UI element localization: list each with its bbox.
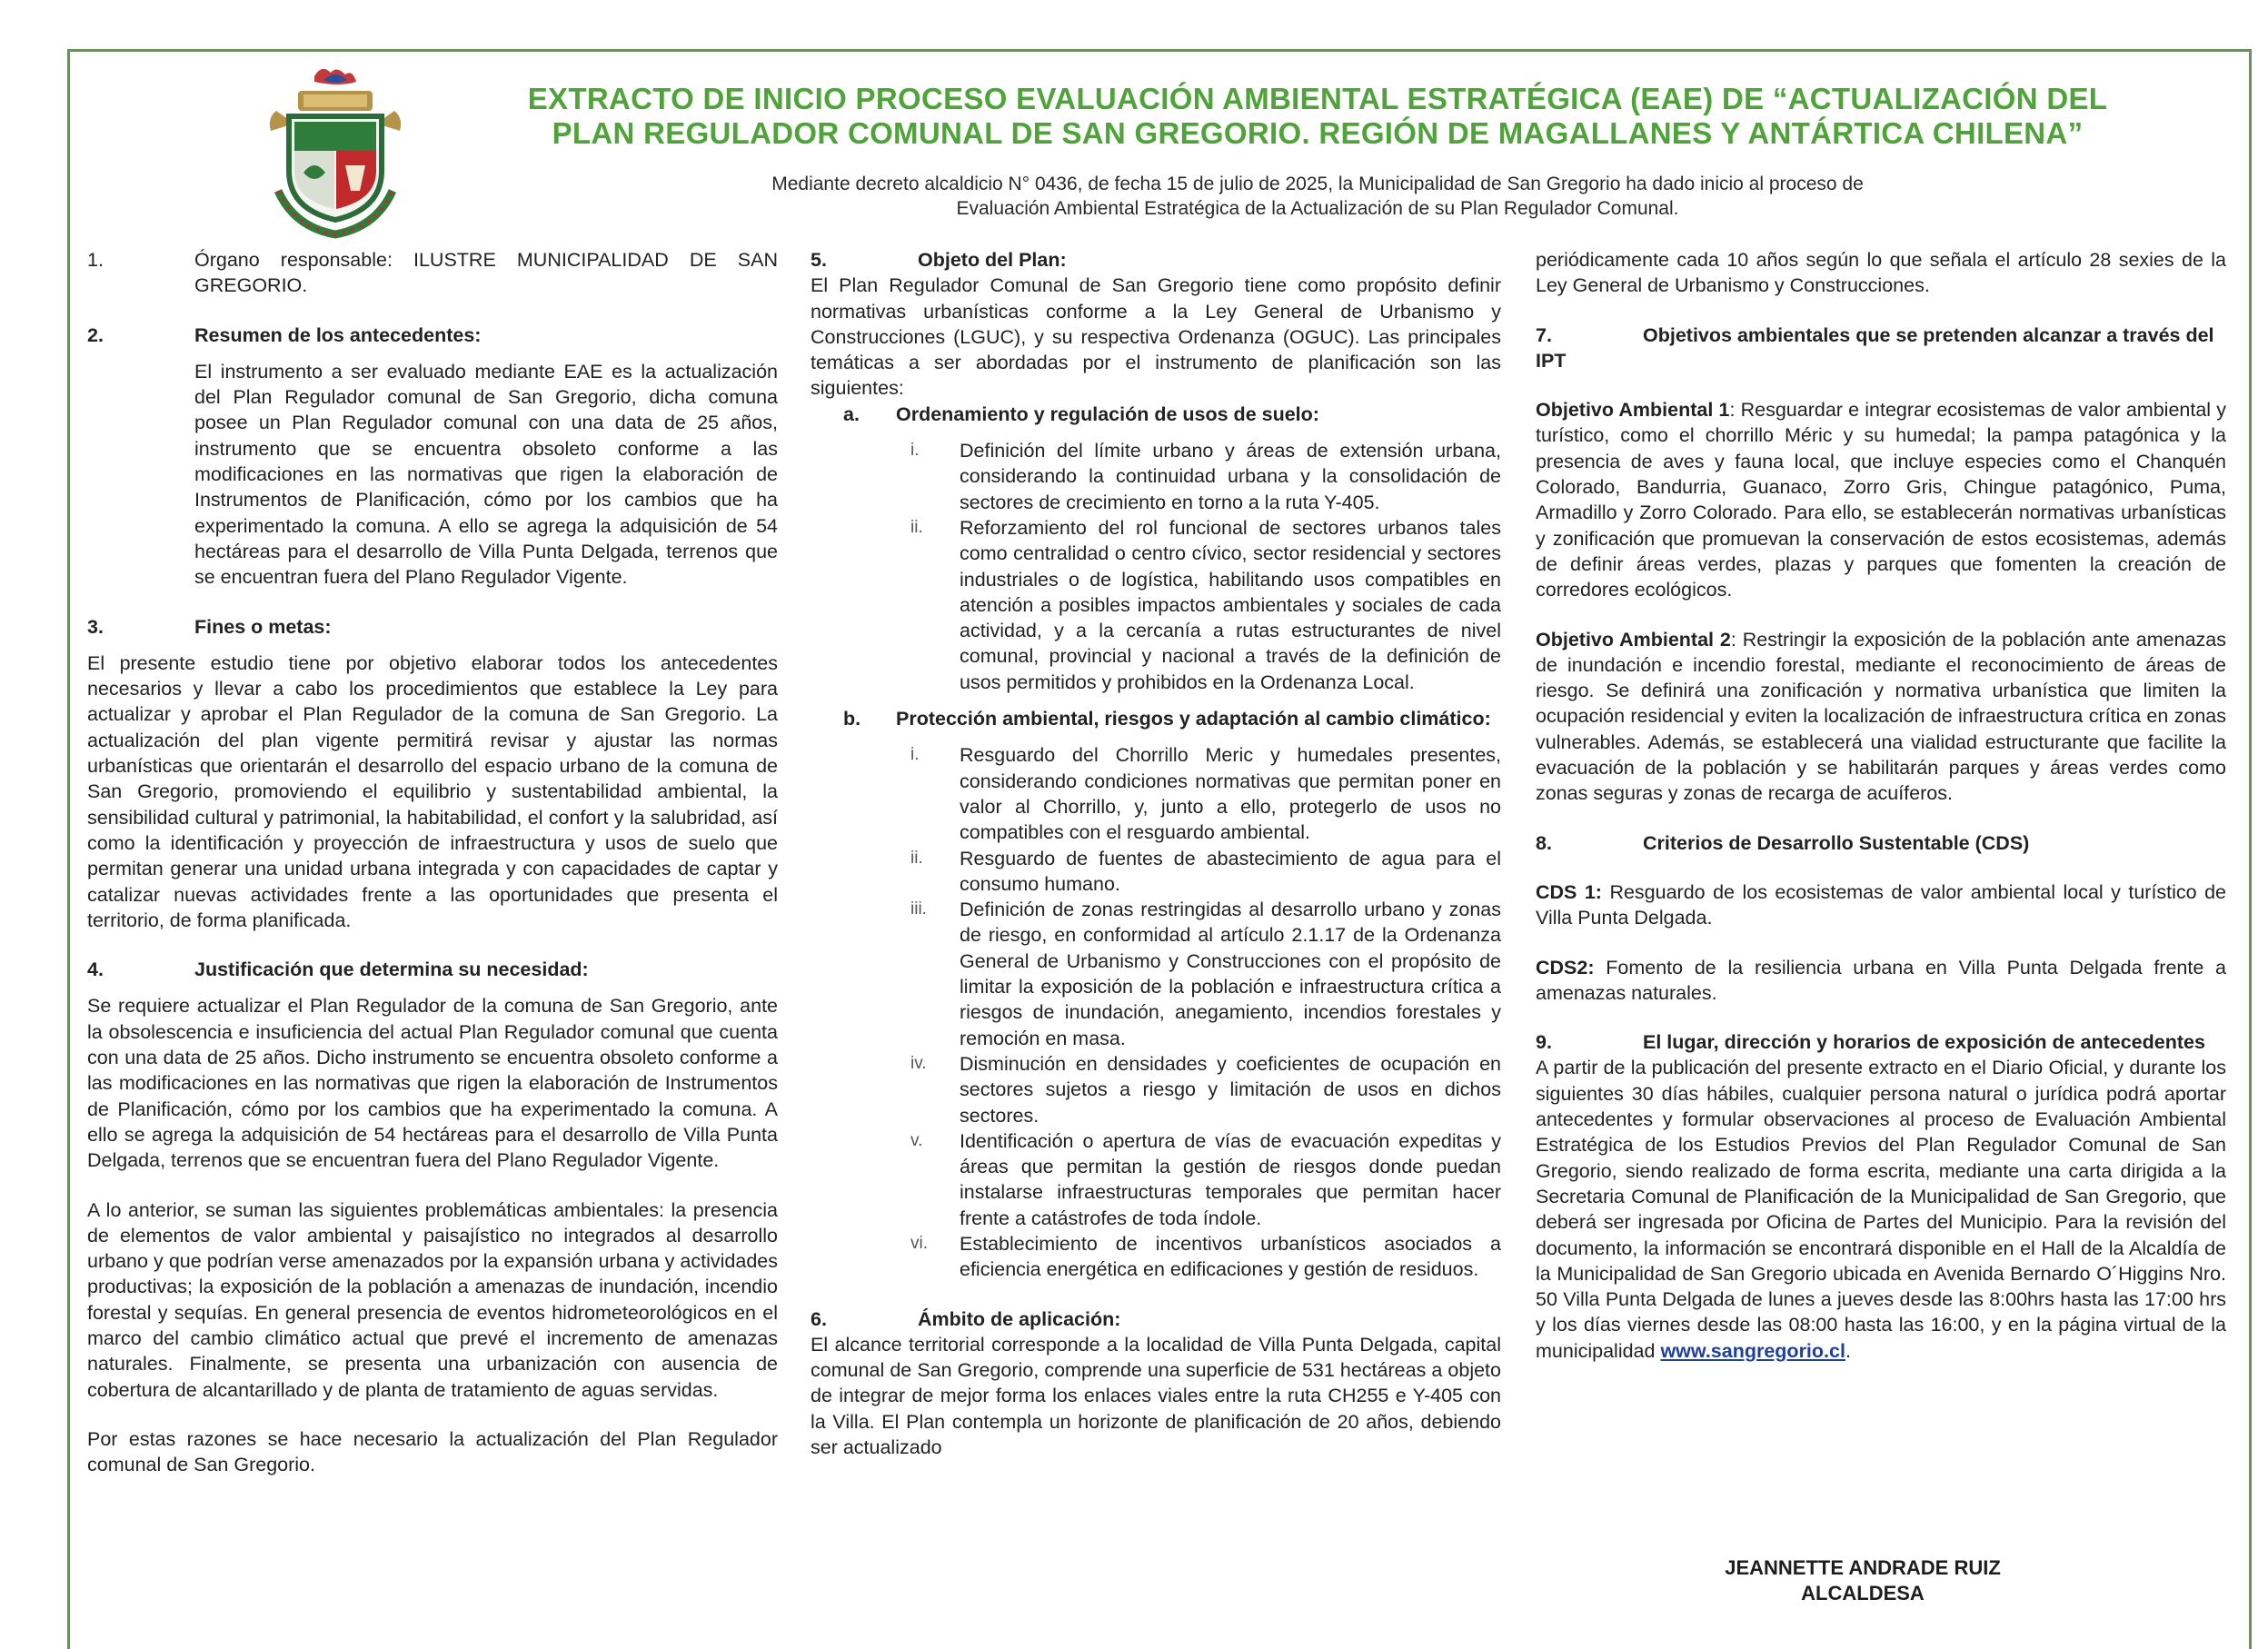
section-5-heading bbox=[811, 247, 1501, 273]
section-number: 5. bbox=[811, 249, 827, 271]
section-5-body: El Plan Regulador Comunal de San Gregorio tiene como propósito definir normativas urbanísticas conforme a la Ley General de Urbanismo y Construcciones (LGUC), y su respectiva Ordenanza (OGUC). Las principales temáticas a ser abordadas por el instrumento de planificación son las siguientes: bbox=[811, 274, 1501, 400]
section-number: 7. bbox=[1536, 323, 1552, 346]
cds-label: CDS2: bbox=[1536, 956, 1595, 978]
column-3 bbox=[1536, 247, 2226, 1364]
intro-line-2: Evaluación Ambiental Estratégica de la Actualización de su Plan Regulador Comunal. bbox=[956, 198, 1679, 219]
municipality-website-link[interactable]: www.sangregorio.cl bbox=[1660, 1339, 1845, 1362]
cds-label: CDS 1: bbox=[1536, 880, 1602, 903]
section-number: 8. bbox=[1536, 831, 1552, 854]
section-4-heading bbox=[87, 957, 778, 982]
item-numeral: iii. bbox=[910, 899, 927, 919]
section-2-body: El instrumento a ser evaluado mediante EAE es la actualización del Plan Regulador comunal de San Gregorio, dicha comuna posee un Plan Regulador comunal con una data de 25 años, instrumento que se encuentra obsoleto conforme a las modificaciones en las normativas que rigen la elaboración de Instrumentos de Planificación, cómo por los cambios que ha experimentado la comuna. A ello se agrega la adquisición de 54 hectáreas para el desarrollo de Villa Punta Delgada, terrenos que se encuentran fuera del Plano Regulador Vigente. bbox=[194, 360, 778, 589]
cds-text: Resguardo de los ecosistemas de valor ambiental local y turístico de Villa Punta Delgada. bbox=[1536, 880, 2227, 929]
cds-1 bbox=[1536, 879, 2226, 931]
cds-2 bbox=[1536, 955, 2226, 1007]
title-line-1: EXTRACTO DE INICIO PROCESO EVALUACIÓN AMBIENTAL ESTRATÉGICA (EAE) DE “ACTUALIZACIÓN DEL bbox=[527, 82, 2108, 115]
intro-line-1: Mediante decreto alcaldicio N° 0436, de fecha 15 de julio de 2025, la Municipalidad de San Gregorio ha dado inicio al proceso de bbox=[771, 174, 1864, 194]
objective-label: Objetivo Ambiental 2 bbox=[1536, 628, 1731, 651]
section-4-body-1: Se requiere actualizar el Plan Regulador de la comuna de San Gregorio, ante la obsolescencia e insuficiencia del actual Plan Regulador comunal que cuenta con una data de 25 años. Dicho instrumento se encuentra obsoleto conforme a las modificaciones en las normativas que rigen la elaboración de Instrumentos de Planificación, cómo por los cambios que ha experimentado la comuna. A ello se agrega la adquisición de 54 hectáreas para el desarrollo de Villa Punta Delgada, terrenos que se encuentran fuera del Plano Regulador Vigente. bbox=[87, 995, 778, 1172]
objective-text: : Resguardar e integrar ecosistemas de valor ambiental y turístico, como el chorrillo Méric y su humedal; la pampa patagónica y la presencia de aves y fauna local, que incluye especies como el Chanquén Colorado, Bandurria, Guanaco, Zorro Gris, Chingue patagónico, Puma, Armadillo y Zorro Colorado. Para ello, se establecerán normativas urbanísticas y zonificación que promuevan la conservación de estos ecosistemas, además de definir áreas verdes, plazas y parques que fomenten la creación de corredores ecológicos. bbox=[1536, 399, 2226, 601]
cds-text: Fomento de la resiliencia urbana en Villa Punta Delgada frente a amenazas naturales. bbox=[1536, 956, 2226, 1004]
section-6-continuation: periódicamente cada 10 años según lo que señala el artículo 28 sexies de la Ley General de Urbanismo y Construcciones. bbox=[1536, 249, 2226, 297]
section-number: 1. bbox=[87, 249, 104, 271]
section-9-text: A partir de la publicación del presente extracto en el Diario Oficial, y durante los siguientes 30 días hábiles, cualquier persona natural o jurídica podrá aportar antecedentes y formular observaciones al proceso de Evaluación Ambiental Estratégica de los Estudios Previos del Plan Regulador Comunal de San Gregorio, siendo realizado de forma escrita, mediante una carta dirigida a la Secretaria Comunal de Planificación de la Municipalidad de San Gregorio, que deberá ser ingresada por Oficina de Partes del Municipio. Para la revisión del documento, la información se encontrará disponible en el Hall de la Alcaldía de la Municipalidad de San Gregorio ubicada en Avenida Bernardo O´Higgins Nro. 50 Villa Punta Delgada de lunes a jueves desde las 8:00hrs hasta las 17:00 hrs y los días viernes desde las 08:00 hasta las 16:00, y en la página virtual de la municipalidad bbox=[1536, 1057, 2226, 1362]
signatory-role: ALCALDESA bbox=[1801, 1582, 1925, 1604]
item-numeral: ii. bbox=[910, 517, 923, 537]
item-numeral: v. bbox=[910, 1130, 923, 1150]
item-text: Reforzamiento del rol funcional de sectores urbanos tales como centralidad o centro cívico, sector residencial y sectores industriales o de logística, habilitando usos compatibles en atención a posibles impactos ambientales y sociales de cada actividad, y a la cercanía a rutas estructurantes de nivel comunal, provincial y nacional a través de la definición de usos permitidos y prohibidos en la Ordenanza Local. bbox=[960, 516, 1501, 693]
item-text: Definición del límite urbano y áreas de extensión urbana, considerando la continuidad urbana y la consolidación de sectores de crecimiento en torno a la ruta Y-405. bbox=[960, 440, 1501, 513]
item-text: Identificación o apertura de vías de evacuación expeditas y áreas que permitan la gestión de riesgos donde puedan instalarse infraestructuras temporales que permitan hacer frente a catástrofes de toda índole. bbox=[960, 1129, 1501, 1229]
column-1 bbox=[87, 247, 778, 1477]
signatory-name: JEANNETTE ANDRADE RUIZ bbox=[1725, 1556, 2001, 1579]
signature-block bbox=[1717, 1555, 2008, 1606]
section-title: Criterios de Desarrollo Sustentable (CDS) bbox=[1643, 831, 2030, 854]
objective-label: Objetivo Ambiental 1 bbox=[1536, 399, 1730, 422]
section-2-heading bbox=[87, 323, 778, 348]
section-1 bbox=[87, 247, 778, 299]
list-item bbox=[910, 1051, 1501, 1128]
section-4-body-2: A lo anterior, se suman las siguientes problemáticas ambientales: la presencia de elementos de valor ambiental y paisajístico no integrados al desarrollo urbano y que podrían verse amenazados por la expansión urbana y actividades productivas; la exposición de la población a amenazas de inundación, incendio forestal y sequías. En general presencia de eventos hidrometeorológicos en el marco del cambio climático actual que prevé el incremento de amenazas naturales. Finalmente, se presenta una urbanización con ausencia de cobertura de alcantarillado y de planta de tratamiento de aguas servidas. bbox=[87, 1198, 778, 1401]
item-numeral: ii. bbox=[910, 848, 923, 868]
item-text: Establecimiento de incentivos urbanísticos asociados a eficiencia energética en edificaciones y gestión de residuos. bbox=[960, 1232, 1501, 1281]
item-text: Definición de zonas restringidas al desarrollo urbano y zonas de riesgo, en conformidad al artículo 2.1.17 de la Ordenanza General de Urbanismo y Construcciones con el propósito de limitar la exposición de la población e infraestructura crítica a riesgos de inundación, anegamiento, incendios forestales y remoción en masa. bbox=[960, 899, 1501, 1049]
section-title: Resumen de los antecedentes: bbox=[194, 323, 482, 346]
section-title: Justificación que determina su necesidad: bbox=[194, 959, 589, 981]
item-text: Resguardo del Chorrillo Meric y humedales presentes, considerando condiciones normativas que permitan poner en valor al Chorrillo, y, junto a ello, protegerlo de usos no compatibles con el resguardo ambiental. bbox=[960, 744, 1501, 844]
section-9-heading bbox=[1536, 1029, 2226, 1055]
section-title: Ámbito de aplicación: bbox=[918, 1307, 1121, 1330]
document-title bbox=[472, 82, 2163, 151]
section-4-body-3: Por estas razones se hace necesario la actualización del Plan Regulador comunal de San Gregorio. bbox=[87, 1427, 778, 1476]
list-item bbox=[910, 1128, 1501, 1231]
subsection-title: Protección ambiental, riesgos y adaptación al cambio climático: bbox=[896, 708, 1491, 730]
section-number: 3. bbox=[87, 615, 104, 638]
subsection-letter: a. bbox=[843, 402, 860, 425]
section-title: Fines o metas: bbox=[194, 615, 332, 638]
objective-1 bbox=[1536, 397, 2226, 602]
list-item bbox=[910, 515, 1501, 695]
section-number: 9. bbox=[1536, 1031, 1552, 1054]
section-8-heading bbox=[1536, 830, 2226, 856]
list-item bbox=[910, 1231, 1501, 1283]
subsection-b-heading bbox=[843, 706, 1501, 731]
subsection-a-heading bbox=[843, 402, 1501, 427]
item-text: Resguardo de fuentes de abastecimiento de agua para el consumo humano. bbox=[960, 847, 1501, 895]
section-3-body: El presente estudio tiene por objetivo elaborar todos los antecedentes necesarios y llevar a cabo los procedimientos que establece la Ley para actualizar y aprobar el Plan Regulador de la comuna de San Gregorio. La actualización del plan vigente permitirá revisar y ajustar las normas urbanísticas que orientarán el desarrollo del espacio urbano de la comuna de San Gregorio, promoviendo el equilibrio y sustentabilidad ambiental, la sensibilidad cultural y patrimonial, la habitabilidad, el confort y la salubridad, así como la identificación y proyección de infraestructura y usos de suelo que permitan generar una unidad urbana integrada y con capacidades de captar y catalizar nuevas actividades frente a las oportunidades que presenta el territorio, de forma planificada. bbox=[87, 651, 778, 931]
objective-2 bbox=[1536, 627, 2226, 807]
section-number: 6. bbox=[811, 1307, 827, 1330]
section-title: Objeto del Plan: bbox=[918, 249, 1067, 271]
list-item bbox=[910, 897, 1501, 1051]
column-2 bbox=[811, 247, 1501, 1460]
list-item bbox=[910, 438, 1501, 515]
item-numeral: iv. bbox=[910, 1053, 927, 1073]
section-6-body: El alcance territorial corresponde a la localidad de Villa Punta Delgada, capital comunal de San Gregorio, comprende una superficie de 531 hectáreas a objeto de integrar de mejor forma los enlaces viales entre la ruta CH255 e Y-405 con la Villa. El Plan contempla un horizonte de planificación de 20 años, debiendo ser actualizado bbox=[811, 1333, 1501, 1459]
section-number: 4. bbox=[87, 959, 104, 981]
section-3-heading bbox=[87, 614, 778, 640]
section-7-heading bbox=[1536, 323, 2226, 374]
section-text: Órgano responsable: ILUSTRE MUNICIPALIDAD DE SAN GREGORIO. bbox=[194, 249, 778, 297]
item-numeral: i. bbox=[910, 441, 920, 461]
section-9-body bbox=[1536, 1055, 2226, 1364]
item-numeral: i. bbox=[910, 745, 920, 765]
section-number: 2. bbox=[87, 323, 104, 346]
section-title: El lugar, dirección y horarios de exposición de antecedentes bbox=[1643, 1031, 2205, 1054]
section-9-end: . bbox=[1845, 1339, 1851, 1362]
intro-paragraph bbox=[509, 172, 2126, 221]
subsection-letter: b. bbox=[843, 708, 861, 730]
item-numeral: vi. bbox=[910, 1233, 928, 1253]
list-item bbox=[910, 742, 1501, 845]
item-text: Disminución en densidades y coeficientes de ocupación en sectores sujetos a riesgo y limitación de usos en dichos sectores. bbox=[960, 1052, 1501, 1127]
section-title: Objetivos ambientales que se pretenden alcanzar a través del IPT bbox=[1536, 323, 2214, 372]
title-line-2: PLAN REGULADOR COMUNAL DE SAN GREGORIO. REGIÓN DE MAGALLANES Y ANTÁRTICA CHILENA” bbox=[552, 116, 2084, 150]
subsection-title: Ordenamiento y regulación de usos de suelo: bbox=[896, 402, 1319, 425]
section-6-heading bbox=[811, 1306, 1501, 1332]
list-item bbox=[910, 846, 1501, 898]
objective-text: : Restringir la exposición de la población ante amenazas de inundación e incendio forestal, mediante el reconocimiento de áreas de riesgo. Se definirá una zonificación y normativa urbanística que limiten la ocupación residencial y eviten la localización de infraestructura crítica en zonas vulnerables. Además, se establecerá una vialidad estructurante que facilite la evacuación de la población y se habilitarán parques y áreas verdes como zonas seguras y zonas de recarga de acuíferos. bbox=[1536, 628, 2226, 805]
municipal-coat-of-arms-icon bbox=[258, 64, 413, 245]
